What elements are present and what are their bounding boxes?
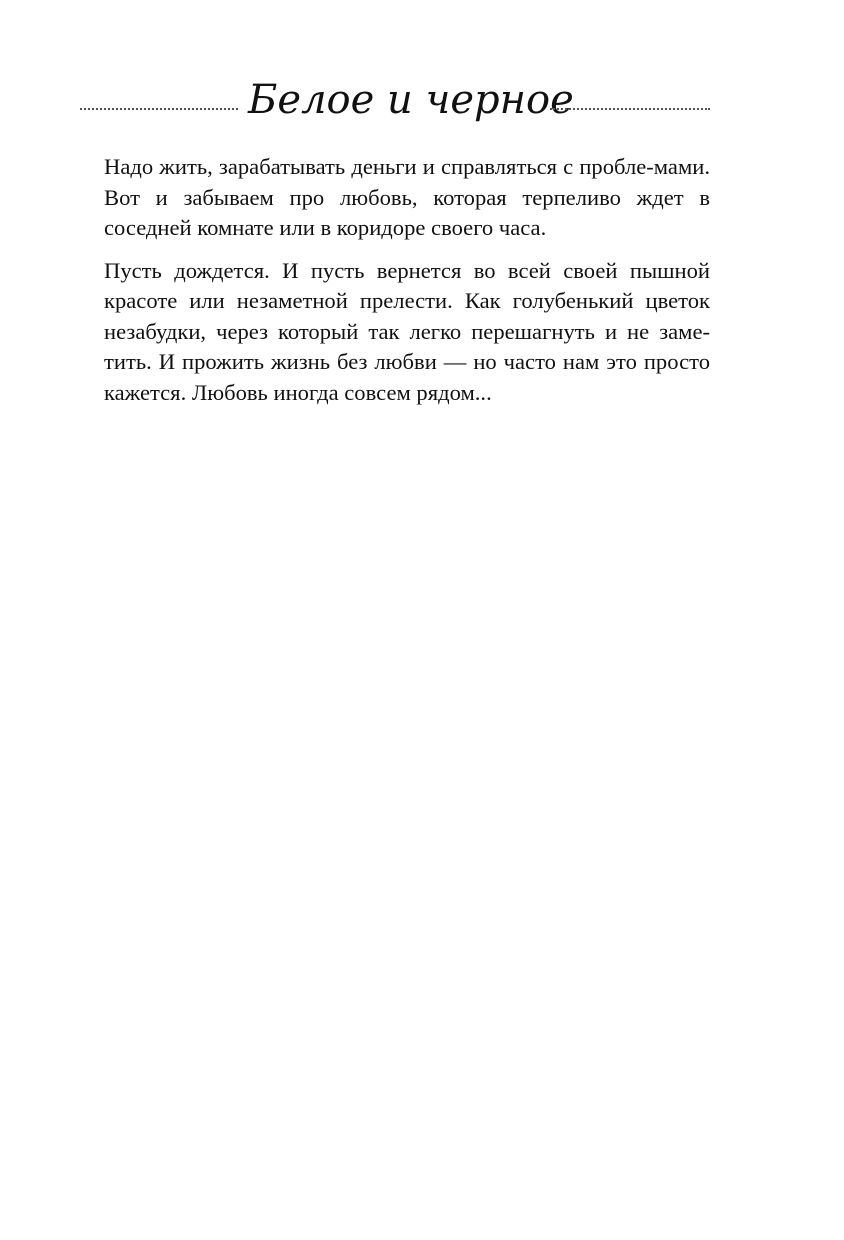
chapter-header [80, 68, 710, 140]
chapter-title: Белое и черное [248, 77, 574, 123]
paragraph-1: Надо жить, зарабатывать деньги и справляться с пробле-мами. Вот и забываем про любовь, которая терпеливо ждет в соседней комнате или в коридоре своего часа. [104, 154, 710, 240]
body-text [104, 152, 710, 420]
dotted-rule-right [550, 108, 710, 110]
dotted-rule-left [80, 108, 238, 110]
paragraph-2: Пусть дождется. И пусть вернется во всей своей пышной красоте или незаметной прелести. Как голубенький цветок незабудки, через который так легко перешагнуть и не заме-тить. И прожить жизнь без любви — но часто нам это просто кажется. Любовь иногда совсем рядом... [104, 257, 710, 405]
